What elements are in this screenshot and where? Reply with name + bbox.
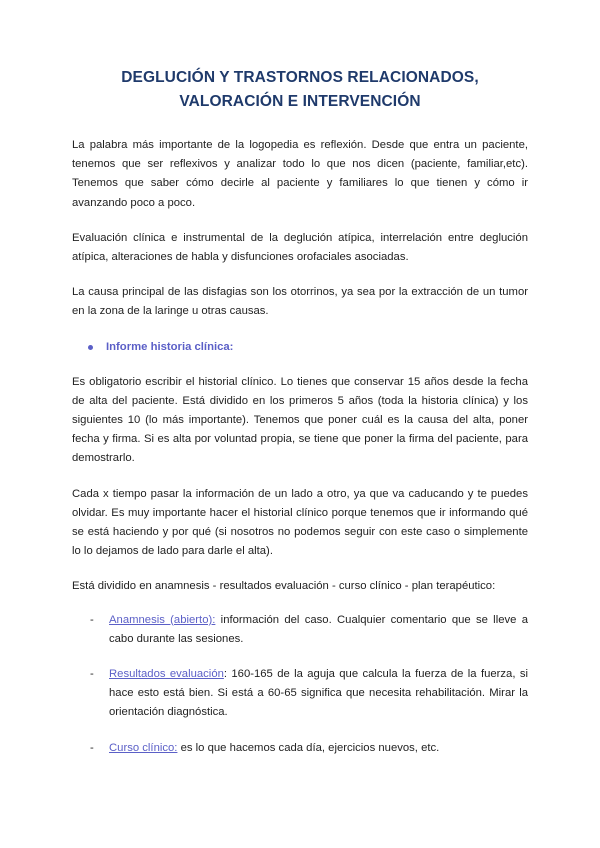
paragraph-evaluation: Evaluación clínica e instrumental de la deglución atípica, interrelación entre deglución atípica, alteraciones de habla y disfunciones orofaciales asociadas. <box>72 231 528 264</box>
list-item-body <box>109 611 528 649</box>
resultados-link[interactable]: Resultados evaluación <box>109 668 224 681</box>
list-item-body <box>109 739 528 758</box>
dash-marker: - <box>90 613 94 626</box>
paragraph-transfer: Cada x tiempo pasar la información de un lado a otro, ya que va caducando y te puedes olvidar. Es muy importante hacer el historial clínico porque tenemos que ir informando qué se está haciendo y por qué (si nosotros no podemos seguir con este caso o simplemente lo lo dejamos de lado para darle el alta). <box>72 487 528 558</box>
anamnesis-link[interactable]: Anamnesis (abierto): <box>109 613 216 626</box>
list-item <box>72 665 528 723</box>
bullet-heading: Informe historia clínica: <box>106 340 234 353</box>
paragraph-intro: La palabra más importante de la logopedia es reflexión. Desde que entra un paciente, tenemos que ser reflexivos y analizar todo lo que nos dicen (paciente, familiar,etc). Tenemos que saber cómo decirle al paciente y familiares lo que tienen y cómo ir avanzando poco a poco. <box>72 139 528 209</box>
dash-marker: - <box>90 741 94 754</box>
list-item-body <box>109 665 528 723</box>
paragraph-history: Es obligatorio escribir el historial clínico. Lo tienes que conservar 15 años desde la fecha de alta del paciente. Está dividido en los primeros 5 años (toda la historia clínica) y los siguientes 10 (lo más importante). Tenemos que poner cuál es la causa del alta, poner fecha y firma. Si es alta por voluntad propia, se tiene que poner la firma del paciente, para demostrarlo. <box>72 375 528 465</box>
bullet-item <box>72 338 528 357</box>
page-title: DEGLUCIÓN Y TRASTORNOS RELACIONADOS, VALORACIÓN E INTERVENCIÓN <box>121 69 479 110</box>
list-item-text: es lo que hacemos cada día, ejercicios nuevos, etc. <box>177 741 440 754</box>
dash-marker: - <box>90 668 94 681</box>
list-item-text: : 160-165 de la aguja que calcula la fuerza de la fuerza, si hace esto está bien. Si está a 60-65 significa que necesita rehabilitación. Mirar la orientación diagnóstica. <box>109 668 528 719</box>
list-item <box>72 739 528 758</box>
list-item-text: información del caso. Cualquier comentario que se lleve a cabo durante las sesiones. <box>109 613 528 645</box>
curso-clinico-link[interactable]: Curso clínico: <box>109 741 178 754</box>
paragraph-causes: La causa principal de las disfagias son los otorrinos, ya sea por la extracción de un tumor en la zona de la laringe u otras causas. <box>72 286 528 318</box>
bullet-dot-icon <box>88 345 93 350</box>
list-item <box>72 611 528 649</box>
paragraph-division: Está dividido en anamnesis - resultados evaluación - curso clínico - plan terapéutico: <box>72 580 496 593</box>
